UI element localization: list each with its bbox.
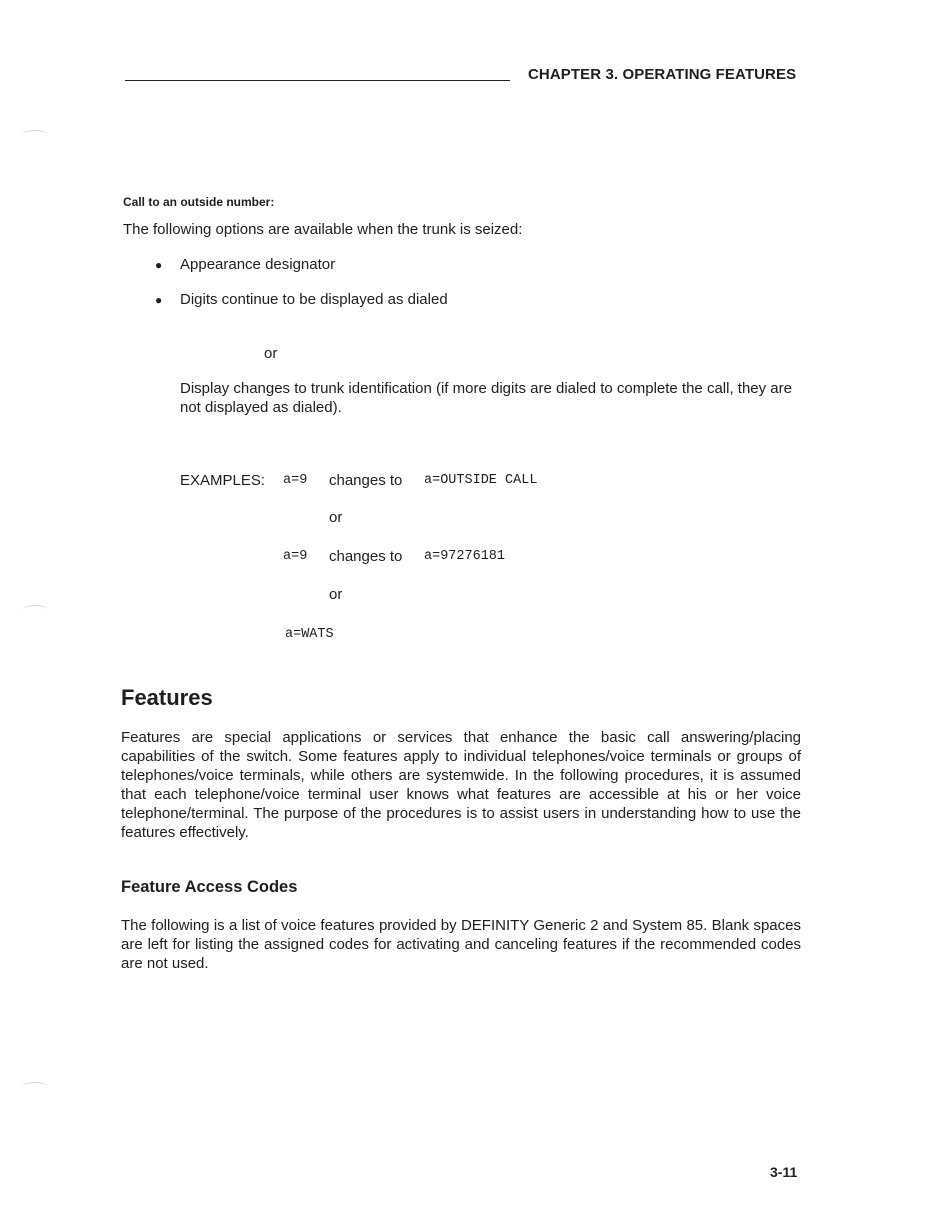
example-to: a=OUTSIDE CALL <box>424 473 538 488</box>
example-verb: changes to <box>329 548 403 565</box>
example-from: a=9 <box>283 549 308 564</box>
bullet-icon: ● <box>155 293 163 307</box>
features-body: Features are special applications or services that enhance the basic call answering/placing capabilities of the switch. Some features apply to individual telephones/voice terminals or groups of telephones/voice terminals, while others are systemwide. In the following procedures, it is assumed that each telephone/voice terminal user knows what features are accessible at his or her voice telephone/terminal. The purpose of the procedures is to assist users in understanding how to use the features effectively. <box>121 729 801 841</box>
header-rule <box>125 80 510 81</box>
or-text: or <box>329 509 343 526</box>
example-from: a=9 <box>283 473 308 488</box>
bullet-icon: ● <box>155 258 163 272</box>
display-text: Display changes to trunk identification (if more digits are dialed to complete the call, they are not displayed as dialed). <box>180 380 792 416</box>
page-number: 3-11 <box>770 1164 798 1180</box>
or-text: or <box>329 586 343 603</box>
outside-call-heading: Call to an outside number: <box>123 195 275 209</box>
example-verb: changes to <box>329 472 403 489</box>
margin-mark <box>22 605 48 616</box>
examples-label: EXAMPLES: <box>180 472 266 489</box>
feature-access-heading: Feature Access Codes <box>121 878 298 896</box>
example-to: a=97276181 <box>424 549 506 564</box>
bullet-item: Appearance designator <box>180 256 336 273</box>
features-heading: Features <box>121 685 213 710</box>
bullet-item: Digits continue to be displayed as dialed <box>180 291 448 308</box>
feature-access-body: The following is a list of voice features provided by DEFINITY Generic 2 and System 85. Blank spaces are left for listing the assigned codes for activating and canceling features if the recommended codes are not used. <box>121 917 801 972</box>
margin-mark <box>22 1082 48 1093</box>
or-text: or <box>264 345 278 362</box>
example-value: a=WATS <box>285 627 334 642</box>
outside-call-intro: The following options are available when the trunk is seized: <box>123 221 523 238</box>
chapter-title: CHAPTER 3. OPERATING FEATURES <box>528 66 797 83</box>
margin-mark <box>22 130 48 141</box>
